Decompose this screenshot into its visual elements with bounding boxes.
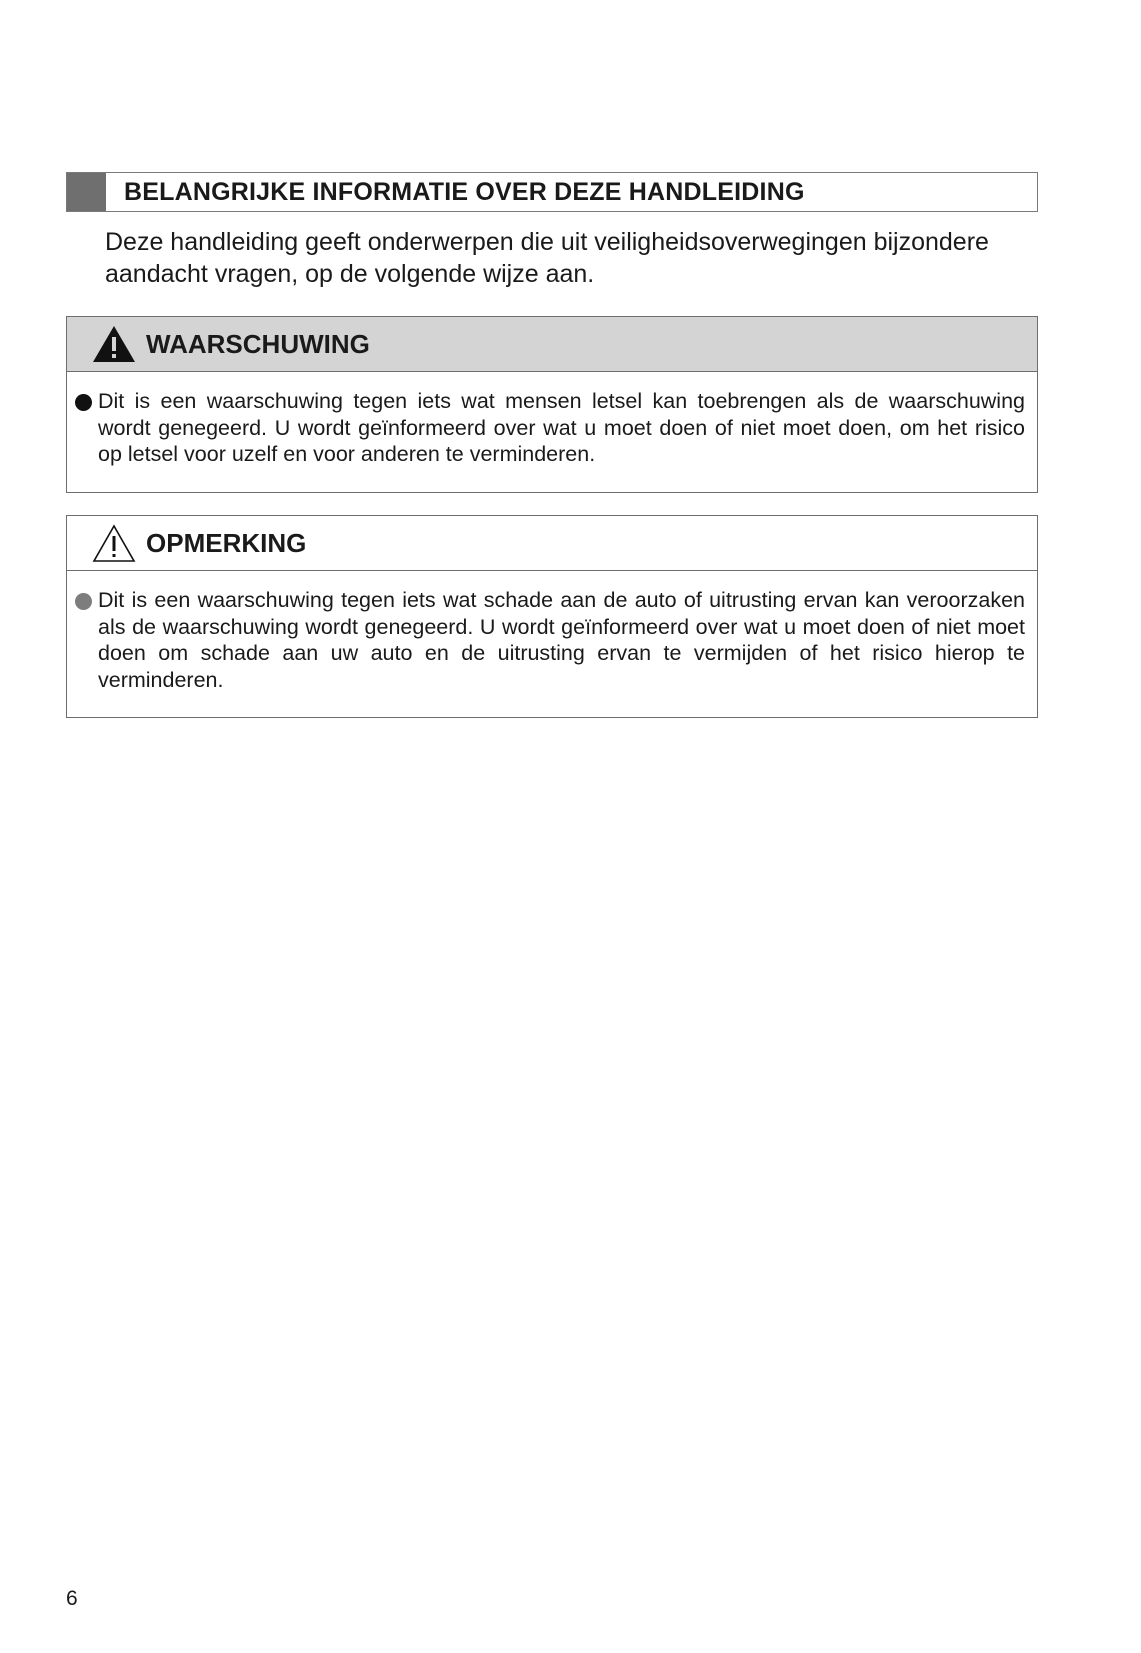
intro-paragraph: Deze handleiding geeft onderwerpen die uit veiligheidsoverwegingen bijzondere aandacht vragen, op de volgende wijze aan.	[105, 228, 989, 288]
note-text: Dit is een waarschuwing tegen iets wat schade aan de auto of uitrusting ervan kan veroorzaken als de waarschuwing wordt genegeerd. U wordt geïnformeerd over wat u moet doen of niet moet doen om schade aan uw auto en de uitrusting ervan te vermijden of het risico hierop te verminderen.	[98, 588, 1025, 692]
warning-box	[66, 316, 1038, 493]
warning-triangle-icon	[91, 324, 137, 364]
note-label: OPMERKING	[146, 528, 307, 558]
caution-triangle-outline-icon	[91, 523, 137, 563]
section-marker	[67, 173, 106, 211]
warning-body	[67, 372, 1037, 468]
note-body	[67, 571, 1037, 693]
bullet-icon	[75, 593, 92, 610]
bullet-icon	[75, 394, 92, 411]
warning-text: Dit is een waarschuwing tegen iets wat mensen letsel kan toebrengen als de waarschuwing wordt genegeerd. U wordt geïnformeerd over wat u moet doen of niet moet doen, om het risico op letsel voor uzelf en voor anderen te verminderen.	[98, 389, 1025, 466]
note-box	[66, 515, 1038, 718]
warning-header	[67, 317, 1037, 372]
warning-label: WAARSCHUWING	[146, 329, 370, 359]
page-number: 6	[66, 1587, 78, 1610]
section-header	[66, 172, 1038, 212]
section-title: BELANGRIJKE INFORMATIE OVER DEZE HANDLEIDING	[124, 178, 805, 206]
note-header	[67, 516, 1037, 571]
